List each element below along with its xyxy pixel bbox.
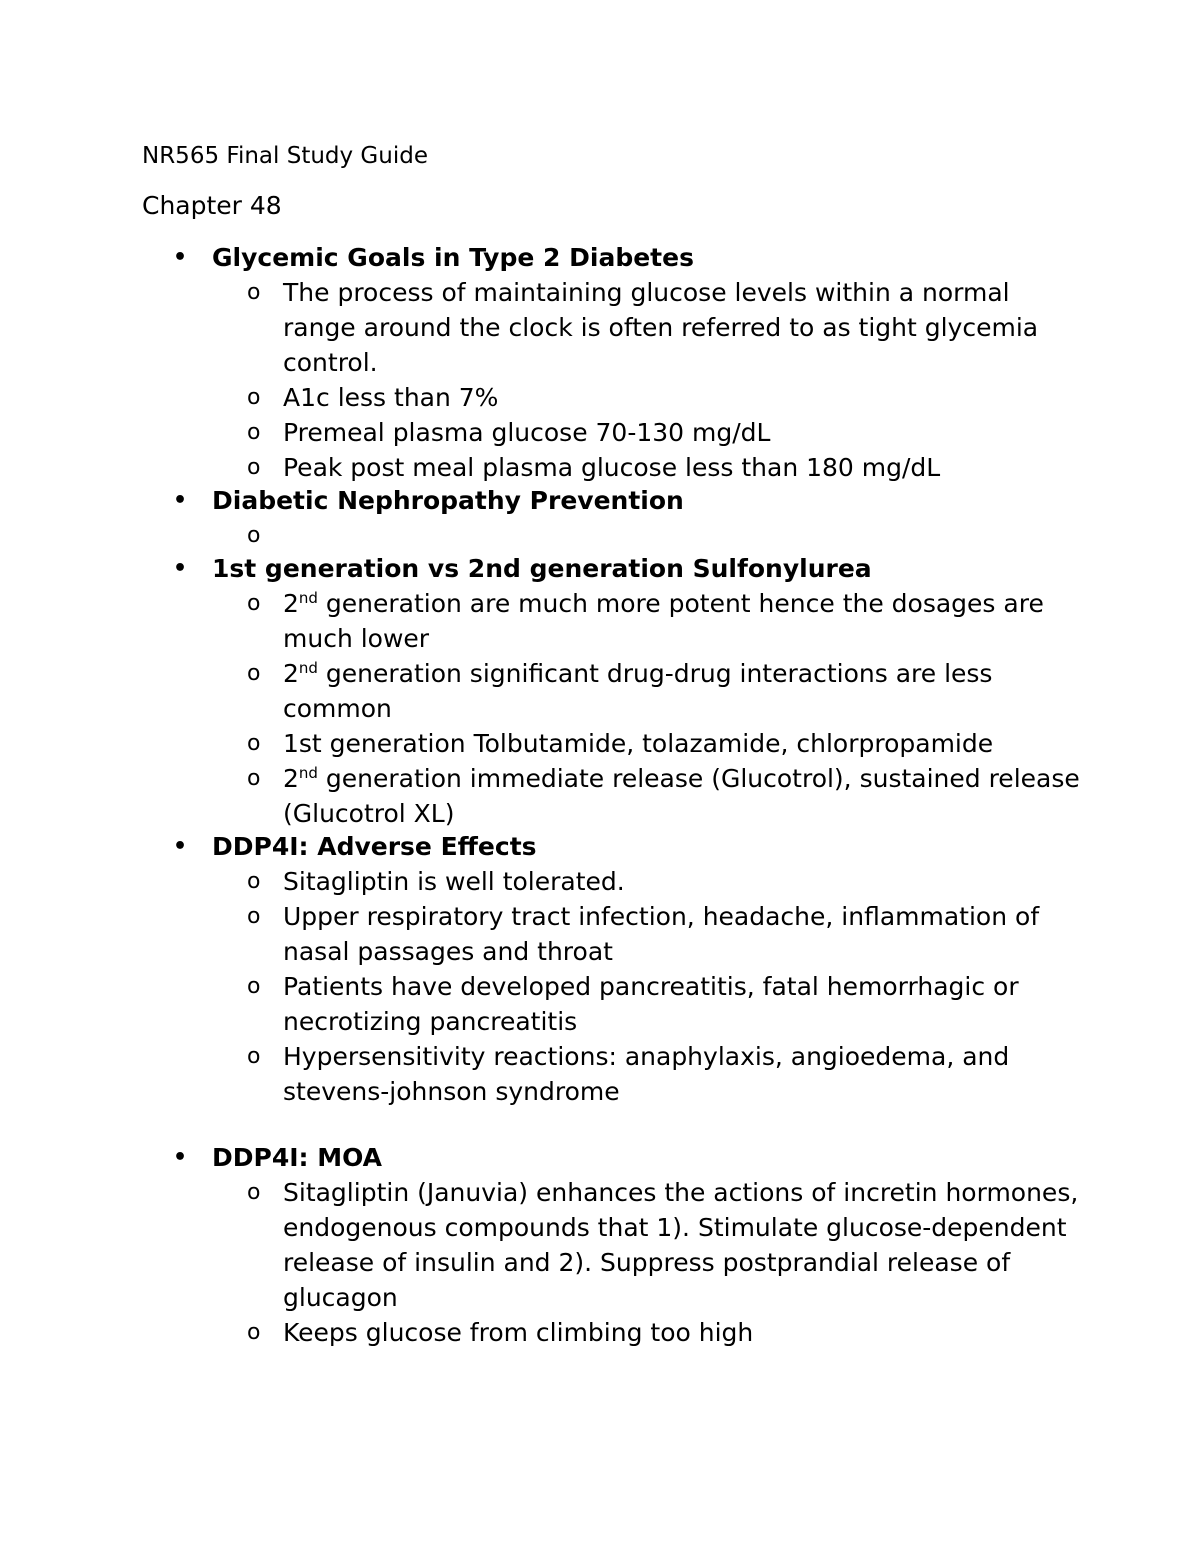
bullet-icon: • — [173, 245, 188, 270]
list-item-text: Keeps glucose from climbing too high — [283, 1318, 754, 1347]
circle-bullet-icon: o — [247, 385, 261, 410]
list-item-text: generation significant drug-drug interactions are less common — [283, 659, 993, 723]
circle-bullet-icon: o — [247, 591, 261, 616]
section-heading: Diabetic Nephropathy Prevention — [212, 486, 684, 515]
section-heading: Glycemic Goals in Type 2 Diabetes — [212, 243, 694, 272]
superscript: nd — [298, 589, 318, 607]
list-item-text: Sitagliptin (Januvia) enhances the actions of incretin hormones, endogenous compounds that 1). Stimulate glucose-dependent release of insulin and 2). Suppress postprandial release of glucagon — [283, 1178, 1079, 1312]
bullet-icon: • — [173, 488, 188, 513]
list-item — [0, 1039, 1083, 1109]
list-item-text: 2 — [283, 659, 299, 688]
list-item — [0, 380, 1083, 415]
list-item-text: A1c less than 7% — [283, 383, 499, 412]
list-item-text: 1st generation Tolbutamide, tolazamide, chlorpropamide — [283, 729, 994, 758]
document-title: NR565 Final Study Guide — [142, 143, 428, 169]
list-item-text: Hypersensitivity reactions: anaphylaxis, angioedema, and stevens-johnson syndrome — [283, 1042, 1010, 1106]
list-item — [0, 518, 1083, 553]
list-item-text: Sitagliptin is well tolerated. — [283, 867, 625, 896]
list-item — [0, 586, 1083, 656]
section-ddp4i-adverse-effects — [0, 831, 1200, 1142]
list-item — [0, 1315, 1083, 1350]
circle-bullet-icon: o — [247, 280, 261, 305]
list-item-text: 2 — [283, 589, 299, 618]
circle-bullet-icon: o — [247, 661, 261, 686]
section-heading: DDP4I: Adverse Effects — [212, 832, 537, 861]
circle-bullet-icon: o — [247, 455, 261, 480]
list-item-text: Patients have developed pancreatitis, fatal hemorrhagic or necrotizing pancreatitis — [283, 972, 1019, 1036]
circle-bullet-icon: o — [247, 420, 261, 445]
sub-list — [0, 275, 1200, 485]
section-list — [0, 242, 1200, 1350]
list-item — [0, 450, 1083, 485]
list-item — [0, 899, 1083, 969]
superscript: nd — [298, 659, 318, 677]
list-item-text: 2 — [283, 764, 299, 793]
sub-list — [0, 586, 1200, 831]
circle-bullet-icon: o — [247, 869, 261, 894]
sub-list — [0, 1175, 1200, 1350]
section-ddp4i-moa — [0, 1142, 1200, 1350]
sub-list — [0, 518, 1200, 553]
paragraph-spacer — [0, 1109, 1200, 1142]
list-item-text: generation immediate release (Glucotrol), sustained release (Glucotrol XL) — [283, 764, 1080, 828]
section-glycemic-goals — [0, 242, 1200, 485]
list-item — [0, 726, 1083, 761]
circle-bullet-icon: o — [247, 904, 261, 929]
circle-bullet-icon: o — [247, 731, 261, 756]
bullet-icon: • — [173, 1145, 188, 1170]
circle-bullet-icon: o — [247, 523, 261, 548]
section-heading: DDP4I: MOA — [212, 1143, 383, 1172]
list-item — [0, 969, 1083, 1039]
bullet-icon: • — [173, 834, 188, 859]
list-item-text: generation are much more potent hence the dosages are much lower — [283, 589, 1044, 653]
list-item — [0, 761, 1083, 831]
circle-bullet-icon: o — [247, 974, 261, 999]
list-item — [0, 864, 1083, 899]
list-item — [0, 275, 1083, 380]
section-heading: 1st generation vs 2nd generation Sulfonylurea — [212, 554, 872, 583]
list-item-text: Peak post meal plasma glucose less than 180 mg/dL — [283, 453, 941, 482]
circle-bullet-icon: o — [247, 1320, 261, 1345]
list-item-text: The process of maintaining glucose levels within a normal range around the clock is often referred to as tight glycemia control. — [283, 278, 1039, 377]
list-item-text: Upper respiratory tract infection, headache, inflammation of nasal passages and throat — [283, 902, 1040, 966]
chapter-heading: Chapter 48 — [142, 191, 282, 220]
circle-bullet-icon: o — [247, 1180, 261, 1205]
list-item-text: Premeal plasma glucose 70-130 mg/dL — [283, 418, 771, 447]
sub-list — [0, 864, 1200, 1109]
list-item — [0, 656, 1083, 726]
bullet-icon: • — [173, 556, 188, 581]
section-sulfonylurea — [0, 553, 1200, 831]
superscript: nd — [298, 764, 318, 782]
list-item — [0, 415, 1083, 450]
section-nephropathy-prevention — [0, 485, 1200, 553]
list-item — [0, 1175, 1083, 1315]
circle-bullet-icon: o — [247, 766, 261, 791]
circle-bullet-icon: o — [247, 1044, 261, 1069]
